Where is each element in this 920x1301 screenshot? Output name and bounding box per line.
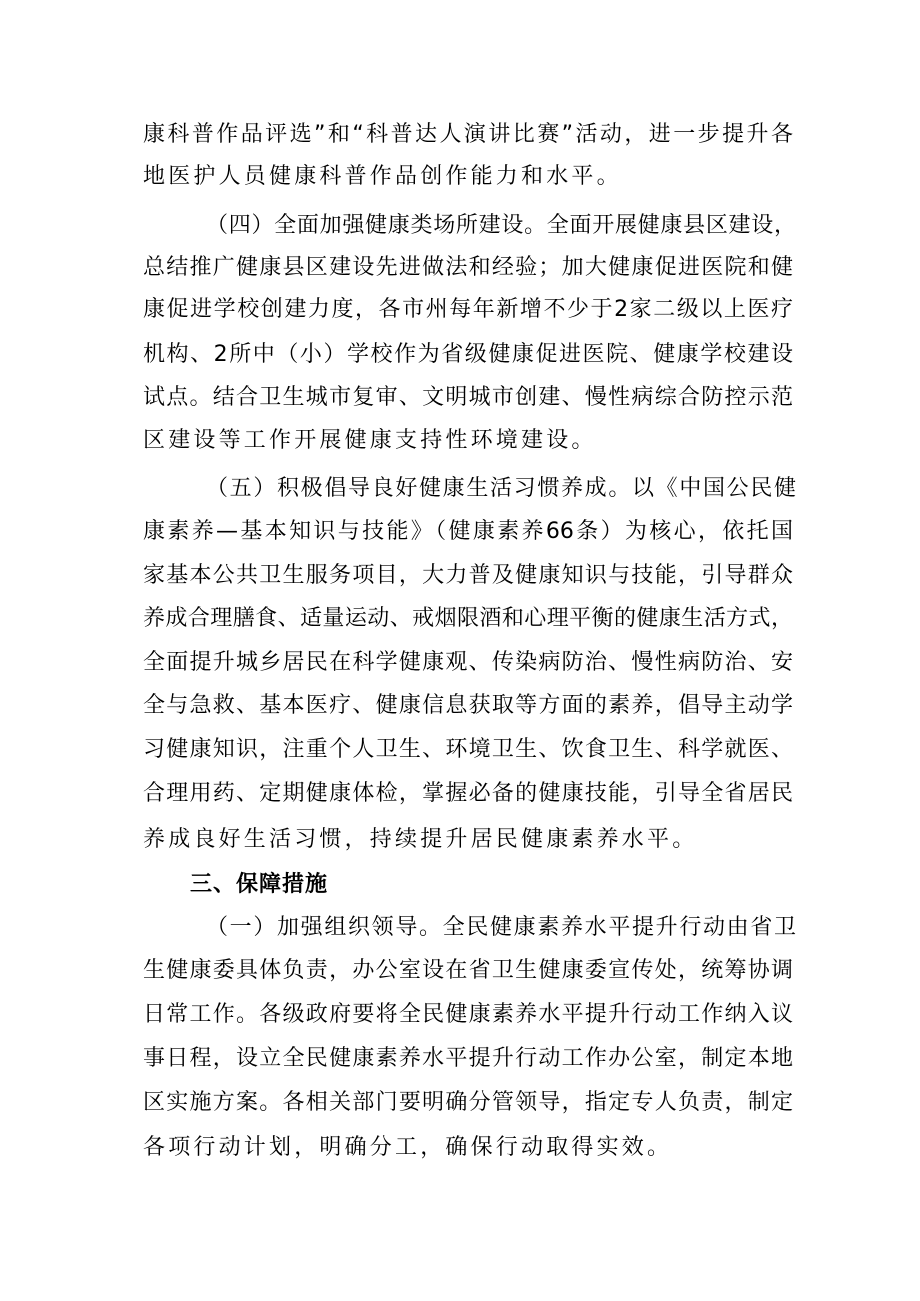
text-line: 全与急救、基本医疗、健康信息获取等方面的素养，倡导主动学 — [143, 693, 793, 718]
text-line: 试点。结合卫生城市复审、文明城市创建、慢性病综合防控示范 — [143, 385, 793, 410]
text-line: 习健康知识，注重个人卫生、环境卫生、饮食卫生、科学就医、 — [143, 737, 793, 762]
text-line: 养成良好生活习惯，持续提升居民健康素养水平。 — [143, 827, 698, 852]
text-line: 家基本公共卫生服务项目，大力普及健康知识与技能，引导群众 — [143, 563, 793, 588]
text-line: 区建设等工作开展健康支持性环境建设。 — [143, 428, 597, 453]
text-line: 区实施方案。各相关部门要明确分管领导，指定专人负责，制定 — [143, 1090, 793, 1115]
paragraph-start-line: （四）全面加强健康类场所建设。全面开展健康县区建设， — [206, 213, 796, 238]
text-line: 生健康委具体负责，办公室设在省卫生健康委宣传处，统筹协调 — [143, 958, 793, 983]
paragraph-start-line: （五）积极倡导良好健康生活习惯养成。以《中国公民健 — [206, 476, 796, 501]
text-line: 全面提升城乡居民在科学健康观、传染病防治、慢性病防治、安 — [143, 650, 793, 675]
text-line: 事日程，设立全民健康素养水平提升行动工作办公室，制定本地 — [143, 1046, 793, 1071]
text-line: 各项行动计划，明确分工，确保行动取得实效。 — [143, 1135, 673, 1160]
text-line: 养成合理膳食、适量运动、戒烟限酒和心理平衡的健康生活方式， — [143, 606, 793, 631]
text-line: 机构、2所中（小）学校作为省级健康促进医院、健康学校建设 — [143, 342, 793, 367]
text-line: 总结推广健康县区建设先进做法和经验；加大健康促进医院和健 — [143, 255, 793, 280]
section-heading: 三、保障措施 — [190, 872, 329, 897]
paragraph-start-line: （一）加强组织领导。全民健康素养水平提升行动由省卫 — [206, 915, 796, 940]
text-line: 日常工作。各级政府要将全民健康素养水平提升行动工作纳入议 — [143, 1002, 793, 1027]
text-line: 康促进学校创建力度，各市州每年新增不少于2家二级以上医疗 — [143, 297, 793, 322]
text-line: 地医护人员健康科普作品创作能力和水平。 — [143, 164, 622, 189]
text-line: 合理用药、定期健康体检，掌握必备的健康技能，引导全省居民 — [143, 781, 793, 806]
text-line: 康科普作品评选”和“科普达人演讲比赛”活动，进一步提升各 — [143, 122, 793, 147]
text-line: 康素养—基本知识与技能》（健康素养66条）为核心，依托国 — [143, 519, 793, 544]
